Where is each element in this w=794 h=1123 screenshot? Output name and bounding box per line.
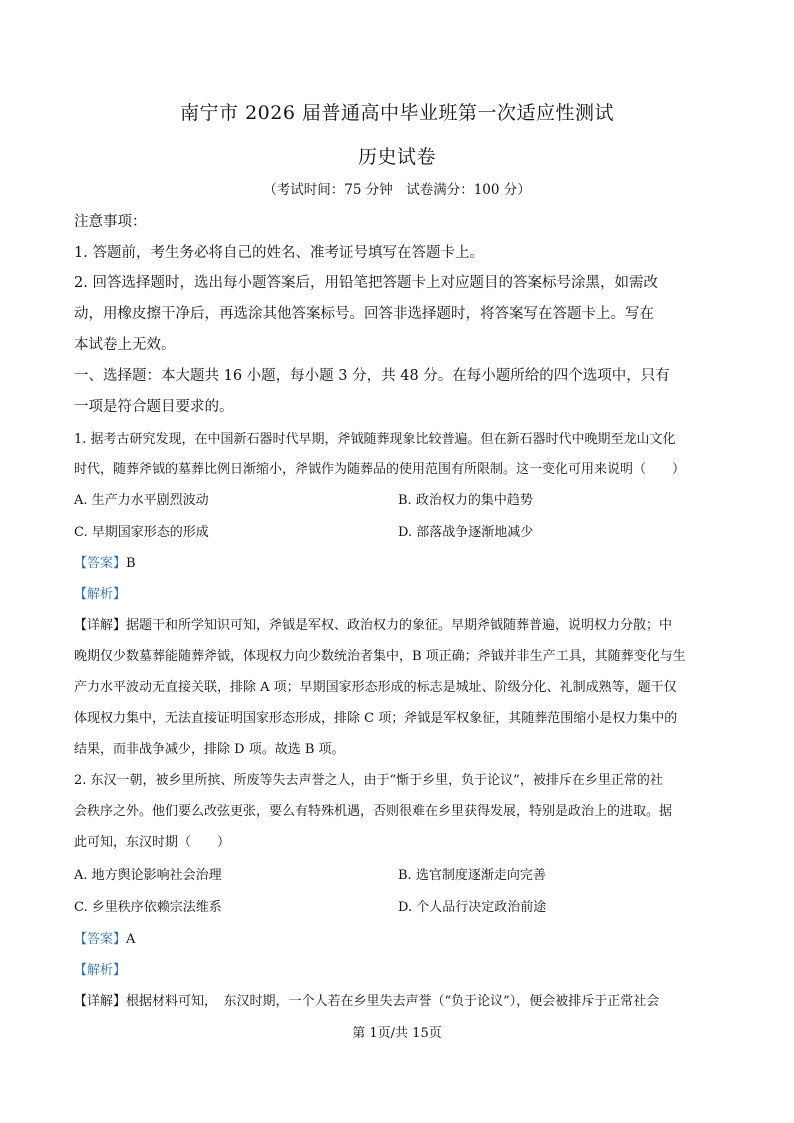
q1-option-b: B. 政治权力的集中趋势 — [398, 493, 533, 508]
answer-value: B — [126, 556, 136, 571]
q2-option-d: D. 个人品行决定政治前途 — [398, 900, 547, 915]
section-heading-line-2: 一项是符合题目要求的。 — [74, 399, 234, 415]
q2-option-c: C. 乡里秩序依赖宗法维系 — [74, 900, 222, 915]
q1-stem-line-1: 1. 据考古研究发现，在中国新石器时代早期，斧钺随葬现象比较普遍。但在新石器时代中晚期至龙山文化 — [74, 432, 676, 447]
q1-analysis — [74, 583, 722, 602]
note-item-2-line-1: 2. 回答选择题时，选出每小题答案后，用铅笔把答题卡上对应题目的答案标号涂黑，如需改 — [74, 275, 658, 291]
detail-tag: 【详解】 — [74, 994, 127, 1009]
exam-title: 南宁市 2026 届普通高中毕业班第一次适应性测试 — [180, 102, 614, 124]
answer-tag: 【答案】 — [74, 556, 127, 571]
q1-detail-line-5: 结果，而非战争减少，排除 D 项。故选 B 项。 — [74, 742, 345, 757]
exam-meta: （考试时间：75 分钟 试卷满分：100 分） — [263, 182, 531, 198]
q2-stem-line-1: 2. 东汉一朝，被乡里所摈、所废等失去声誉之人，由于“惭于乡里，负于论议”，被排斥在乡里正常的社 — [74, 773, 663, 788]
detail-text: 据题干和所学知识可知，斧钺是军权、政治权力的象征。早期斧钺随葬普遍，说明权力分散；中 — [126, 618, 673, 633]
note-item-2-line-2: 动，用橡皮擦干净后，再选涂其他答案标号。回答非选择题时，将答案写在答题卡上。写在 — [74, 306, 654, 322]
q1-answer — [74, 552, 722, 571]
q1-option-a: A. 生产力水平剧烈波动 — [74, 493, 209, 508]
section-heading-line-1: 一、选择题：本大题共 16 小题，每小题 3 分，共 48 分。在每小题所给的四个选项中，只有 — [74, 368, 670, 384]
q1-option-d: D. 部落战争逐渐地减少 — [398, 525, 534, 540]
analysis-tag: 【解析】 — [74, 963, 127, 978]
q2-stem-line-3: 此可知，东汉时期（ ） — [74, 835, 231, 850]
note-item-1: 1. 答题前，考生务必将自己的姓名、准考证号填写在答题卡上。 — [74, 245, 484, 261]
analysis-tag: 【解析】 — [74, 587, 127, 602]
q1-detail-line-1 — [74, 614, 722, 633]
q1-stem-line-2: 时代，随葬斧钺的墓葬比例日渐缩小，斧钺作为随葬品的使用范围有所限制。这一变化可用来说明（ ） — [74, 462, 686, 477]
detail-tag: 【详解】 — [74, 618, 127, 633]
answer-tag: 【答案】 — [74, 932, 127, 947]
q1-detail-line-4: 体现权力集中，无法直接证明国家形态形成，排除 C 项；斧钺是军权象征，其随葬范围缩小是权力集中的 — [74, 711, 678, 726]
q2-analysis — [74, 959, 722, 978]
answer-value: A — [126, 932, 136, 947]
detail-text: 根据材料可知， 东汉时期，一个人若在乡里失去声誉（“负于论议”），便会被排斥于正常社会 — [126, 994, 660, 1009]
q2-detail-line-1 — [74, 990, 722, 1009]
q2-stem-line-2: 会秩序之外。他们要么改弦更张，要么有特殊机遇，否则很难在乡里获得发展，特别是政治上的进取。据 — [74, 804, 673, 819]
subject-title: 历史试卷 — [357, 146, 436, 168]
q2-option-b: B. 选官制度逐渐走向完善 — [398, 868, 546, 883]
q2-answer — [74, 928, 722, 947]
q1-detail-line-3: 产力水平波动无直接关联，排除 A 项；早期国家形态形成的标志是城址、阶级分化、礼制成熟等，题干仅 — [74, 680, 677, 695]
q2-option-a: A. 地方舆论影响社会治理 — [74, 868, 222, 883]
q1-detail-line-2: 晚期仅少数墓葬能随葬斧钺，体现权力向少数统治者集中，B 项正确；斧钺并非生产工具，其随葬变化与生 — [74, 649, 686, 664]
notes-heading: 注意事项： — [74, 214, 147, 230]
note-item-2-line-3: 本试卷上无效。 — [74, 337, 176, 353]
page-footer: 第 1页/共 15页 — [352, 1026, 442, 1041]
q1-option-c: C. 早期国家形态的形成 — [74, 525, 209, 540]
